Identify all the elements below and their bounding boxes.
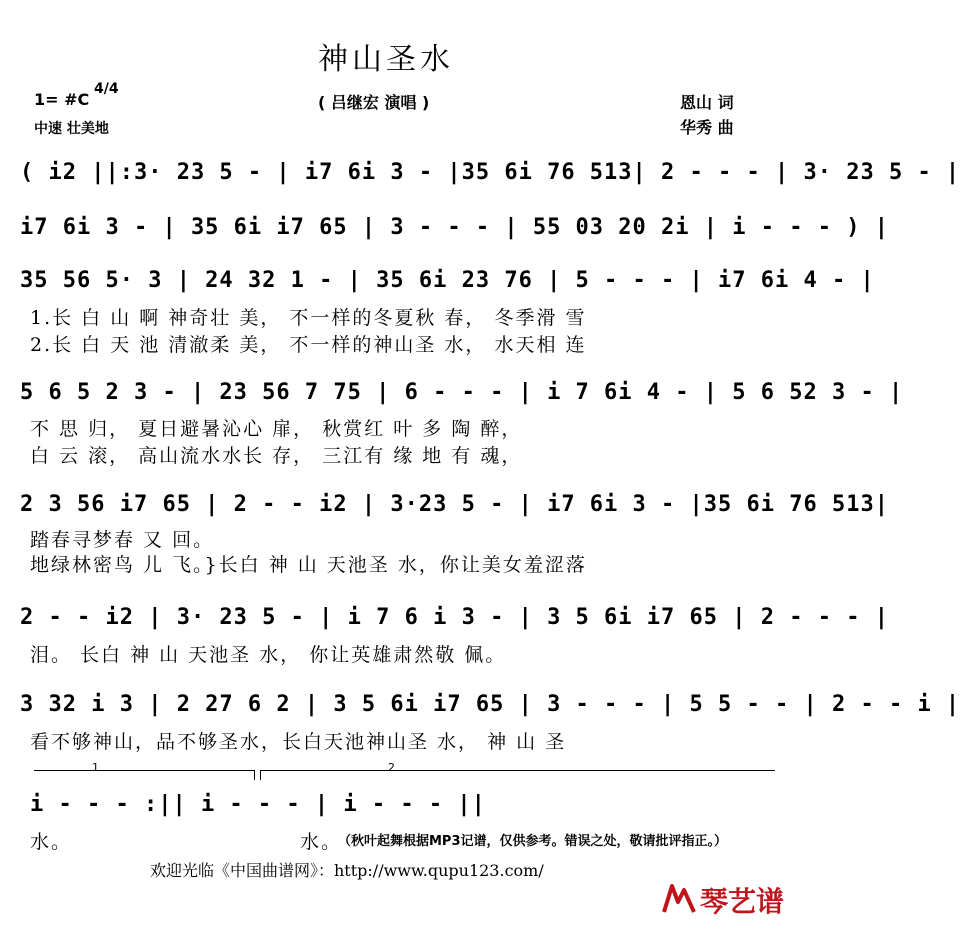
lyric-line-4-verse-1: 不 思 归， 夏日避暑沁心 扉， 秋赏红 叶 多 陶 醉， [30,418,523,440]
website-footer: 欢迎光临《中国曲谱网》：http://www.qupu123.com/ [150,861,544,880]
logo-text: 琴艺谱 [700,885,785,918]
logo-mark-icon [660,882,698,916]
time-signature: 4/4 [94,81,119,97]
lyric-line-5-verse-2: 地绿林密鸟 儿 飞。}长白 神 山 天池圣 水，你让美女羞涩落 [30,554,587,576]
page-title: 神山圣水 [318,42,454,77]
score-line-5: 2 3 56 i7 65 | 2 - - i2 | 3·23 5 - | i7 6i 3 - |35 6i 76 513| [20,492,889,517]
logo [660,880,800,918]
tempo-marking: 中速 壮美地 [34,121,109,137]
score-line-8: i - - - :|| i - - - | i - - - || [30,792,486,817]
score-line-2: i7 6i 3 - | 35 6i i7 65 | 3 - - - | 55 03 20 2i | i - - - ) | [20,215,889,240]
volta-number-1: 1 [92,761,99,774]
lyric-line-4-verse-2: 白 云 滚， 高山流水水长 存， 三江有 缘 地 有 魂， [30,445,523,467]
score-line-1: ( i2 ||:3· 23 5 - | i7 6i 3 - |35 6i 76 513| 2 - - - | 3· 23 5 - | [20,160,960,185]
lyric-line-5-verse-1: 踏春寻梦春 又 回。 [30,529,215,551]
score-line-3: 35 56 5· 3 | 24 32 1 - | 35 6i 23 76 | 5 - - - | i7 6i 4 - | [20,268,875,293]
volta-number-2: 2 [388,761,395,774]
volta-bracket-1-end [254,770,255,780]
transcription-note: （秋叶起舞根据MP3记谱，仅供参考。错误之处，敬请批评指正。） [338,834,728,849]
score-line-7: 3 32 i 3 | 2 27 6 2 | 3 5 6i i7 65 | 3 - - - | 5 5 - - | 2 - - i | [20,692,960,717]
volta-bracket-1 [34,770,254,771]
key-signature: 1= #C [34,90,90,109]
volta-bracket-2 [260,770,775,771]
composer-credit: 华秀 曲 [680,118,734,137]
score-line-4: 5 6 5 2 3 - | 23 56 7 75 | 6 - - - | i 7 6i 4 - | 5 6 52 3 - | [20,380,904,405]
score-line-6: 2 - - i2 | 3· 23 5 - | i 7 6 i 3 - | 3 5 6i i7 65 | 2 - - - | [20,605,889,630]
lyric-line-8-ending-1: 水。 [30,831,73,853]
lyric-line-6: 泪。 长白 神 山 天池圣 水， 你让英雄肃然敬 佩。 [30,644,507,666]
lyricist-credit: 恩山 词 [680,93,734,112]
lyric-line-3-verse-2: 2.长 白 天 池 清澈柔 美， 不一样的神山圣 水， 水天相 连 [30,334,587,356]
singer-credit: ( 吕继宏 演唱 ) [318,93,430,112]
volta-bracket-2-start [260,770,261,780]
lyric-line-8-ending-2: 水。 [300,831,343,853]
lyric-line-7: 看不够神山，品不够圣水，长白天池神山圣 水， 神 山 圣 [30,731,567,753]
lyric-line-3-verse-1: 1.长 白 山 啊 神奇壮 美， 不一样的冬夏秋 春， 冬季滑 雪 [30,307,587,329]
